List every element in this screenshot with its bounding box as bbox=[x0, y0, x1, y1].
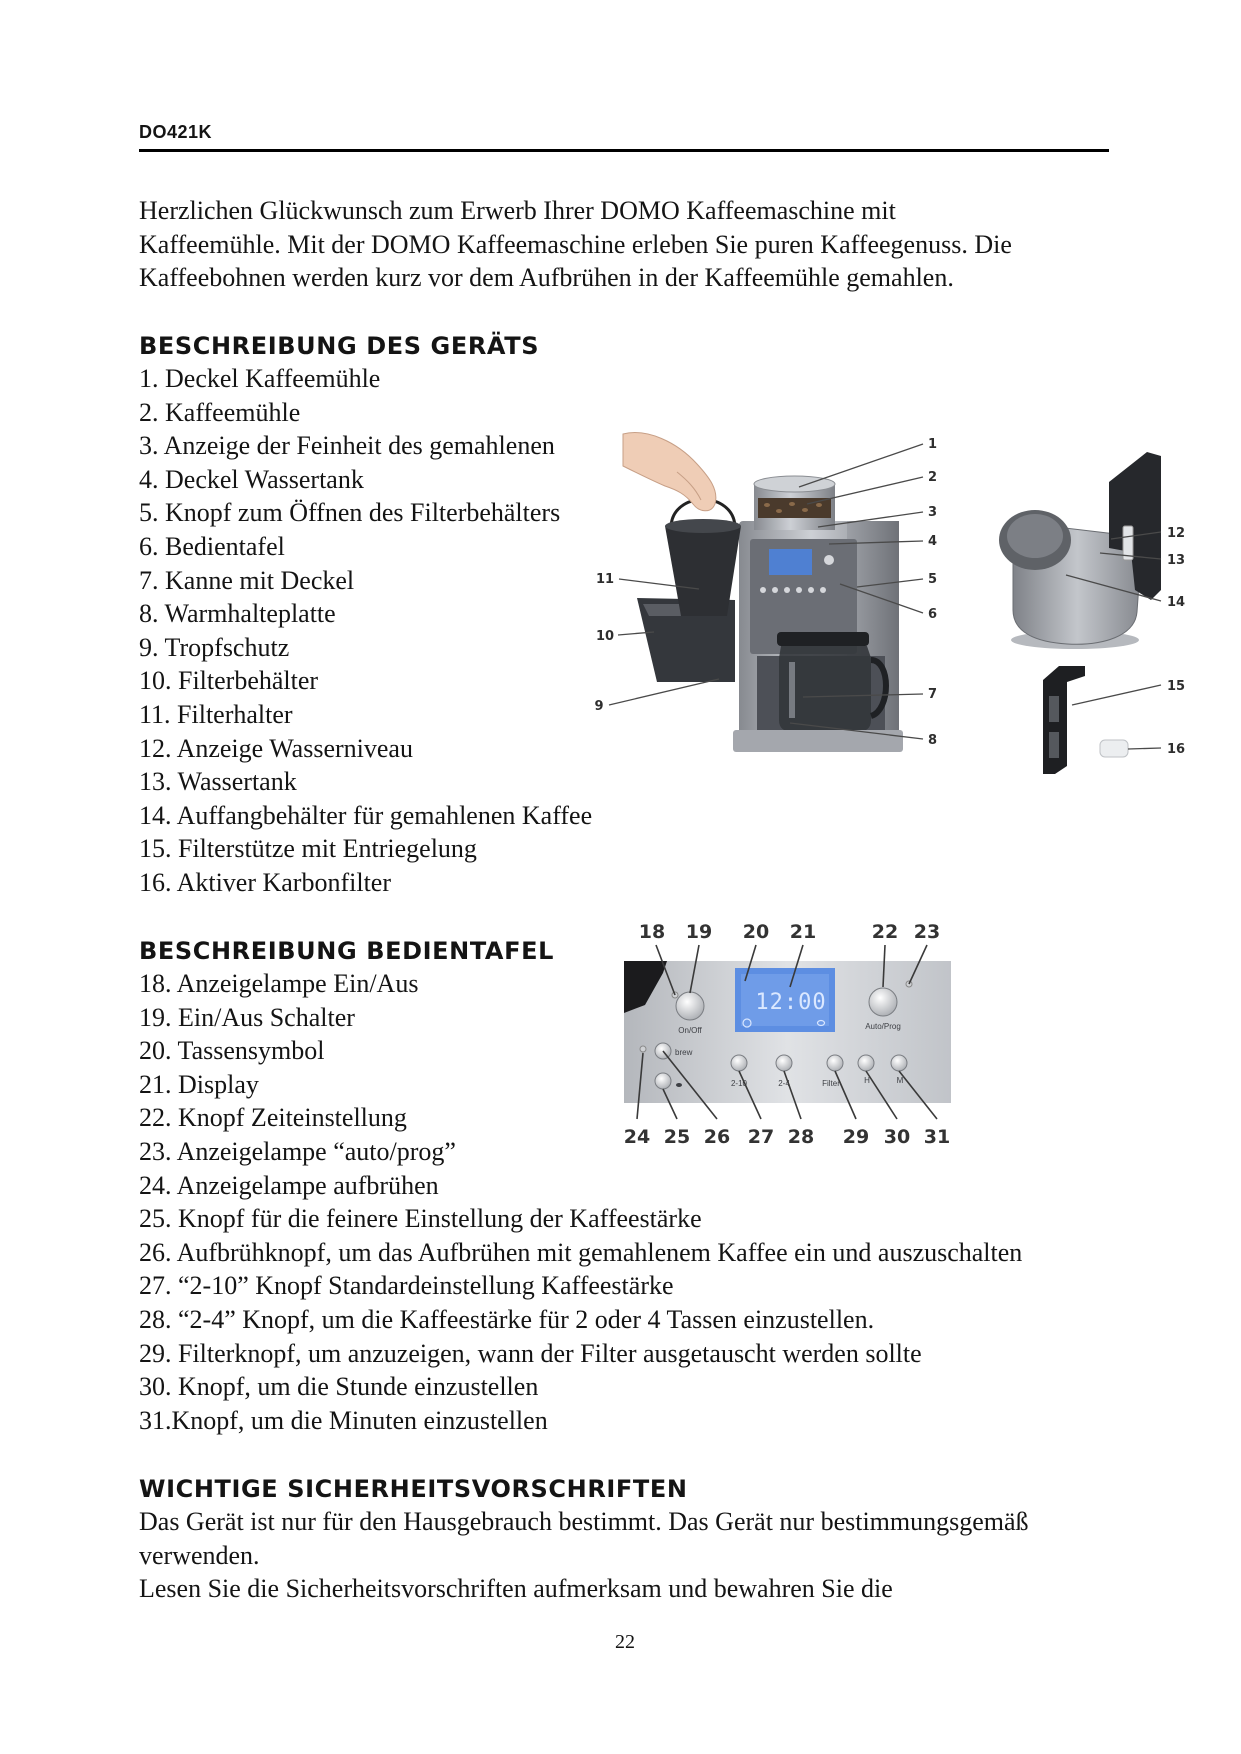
page-number: 22 bbox=[615, 1631, 635, 1653]
list-item: 3. Anzeige der Feinheit des gemahlenen bbox=[139, 431, 555, 461]
callout-label: 26 bbox=[703, 1126, 731, 1148]
intro-paragraph bbox=[139, 194, 1012, 295]
callout-label: 18 bbox=[638, 921, 666, 943]
list-item: 10. Filterbehälter bbox=[139, 666, 319, 696]
callout-line bbox=[1128, 748, 1161, 749]
hour-button bbox=[858, 1055, 874, 1071]
filter-button bbox=[827, 1055, 843, 1071]
coffee-bean-icon bbox=[816, 503, 822, 507]
callout-label: 31 bbox=[923, 1126, 951, 1148]
callout-label: 1 bbox=[928, 437, 938, 452]
list-item: 28. “2-4” Knopf, um die Kaffeestärke für 2 oder 4 Tassen einzustellen. bbox=[139, 1304, 875, 1334]
list-item: 29. Filterknopf, um anzuzeigen, wann der Filter ausgetauscht werden sollte bbox=[139, 1338, 922, 1368]
list-item: 16. Aktiver Karbonfilter bbox=[139, 867, 391, 897]
callout-label: 14 bbox=[1167, 595, 1186, 610]
brew-label: brew bbox=[675, 1048, 693, 1057]
callout-label: 25 bbox=[663, 1126, 691, 1148]
detail-figure bbox=[985, 440, 1200, 785]
coffee-bean-icon bbox=[789, 502, 795, 506]
callout-label: 2 bbox=[928, 470, 938, 485]
callout-label: 16 bbox=[1167, 742, 1186, 757]
list-item: 27. “2-10” Knopf Standardeinstellung Kaffeestärke bbox=[139, 1271, 674, 1301]
panel-button bbox=[808, 587, 814, 593]
section-heading-device: BESCHREIBUNG DES GERÄTS bbox=[139, 332, 540, 360]
callout-label: 28 bbox=[787, 1126, 815, 1148]
carafe-lid bbox=[777, 632, 869, 646]
callout-label: 30 bbox=[883, 1126, 911, 1148]
grinder-top-inner bbox=[1007, 514, 1063, 558]
panel-button bbox=[772, 587, 778, 593]
strength-2-10-button bbox=[731, 1055, 747, 1071]
list-item: 26. Aufbrühknopf, um das Aufbrühen mit gemahlenem Kaffee ein und auszuschalten bbox=[139, 1237, 1023, 1267]
list-item: 1. Deckel Kaffeemühle bbox=[139, 364, 381, 393]
callout-label: 21 bbox=[789, 921, 817, 943]
hour-label: H bbox=[864, 1076, 870, 1085]
filter-support-slot bbox=[1049, 732, 1059, 758]
intro-line: Herzlichen Glückwunsch zum Erwerb Ihrer DOMO Kaffeemaschine mit bbox=[139, 196, 896, 225]
list-item: 8. Warmhalteplatte bbox=[139, 599, 336, 629]
list-item: 4. Deckel Wassertank bbox=[139, 464, 364, 494]
filter-support-slot bbox=[1049, 696, 1059, 722]
panel-button bbox=[820, 587, 826, 593]
callout-label: 12 bbox=[1167, 526, 1186, 541]
list-item: 9. Tropfschutz bbox=[139, 632, 290, 662]
safety-line: Das Gerät ist nur für den Hausgebrauch bestimmt. Das Gerät nur bestimmungsgemäß bbox=[139, 1507, 1029, 1536]
coffee-bean-icon bbox=[764, 503, 770, 507]
list-item: 21. Display bbox=[139, 1069, 259, 1099]
list-item: 30. Knopf, um die Stunde einzustellen bbox=[139, 1372, 539, 1402]
callout-label: 19 bbox=[685, 921, 713, 943]
control-panel-figure bbox=[605, 905, 970, 1155]
on-off-label: On/Off bbox=[678, 1026, 702, 1035]
callout-label: 6 bbox=[928, 607, 938, 622]
list-item: 5. Knopf zum Öffnen des Filterbehälters bbox=[139, 498, 561, 528]
list-item: 15. Filterstütze mit Entriegelung bbox=[139, 834, 477, 864]
list-item: 12. Anzeige Wasserniveau bbox=[139, 733, 413, 763]
auto-prog-button bbox=[869, 988, 897, 1016]
appliance-figure bbox=[585, 420, 955, 765]
panel-button bbox=[824, 555, 834, 565]
intro-line: Kaffeebohnen werden kurz vor dem Aufbrühen in der Kaffeemühle gemahlen. bbox=[139, 263, 954, 293]
panel-button bbox=[784, 587, 790, 593]
list-item: 6. Bedientafel bbox=[139, 531, 285, 561]
callout-label: 24 bbox=[623, 1126, 651, 1148]
section-heading-control-panel: BESCHREIBUNG BEDIENTAFEL bbox=[139, 937, 554, 965]
callout-label: 8 bbox=[928, 733, 938, 748]
callout-label: 11 bbox=[595, 572, 615, 587]
on-off-button bbox=[676, 992, 704, 1020]
list-item: 31.Knopf, um die Minuten einzustellen bbox=[139, 1405, 548, 1435]
list-item: 24. Anzeigelampe aufbrühen bbox=[139, 1170, 439, 1200]
filter-label: Filter bbox=[822, 1079, 840, 1088]
list-item: 13. Wassertank bbox=[139, 767, 297, 797]
minute-button bbox=[891, 1055, 907, 1071]
model-number: DO421K bbox=[139, 122, 213, 142]
strength-2-10-label: 2-10 bbox=[730, 1079, 748, 1088]
panel-button bbox=[796, 587, 802, 593]
callout-label: 4 bbox=[928, 534, 938, 549]
brew-lamp bbox=[640, 1046, 646, 1052]
list-item: 11. Filterhalter bbox=[139, 699, 293, 729]
callout-line bbox=[609, 679, 719, 705]
list-item: 14. Auffangbehälter für gemahlenen Kaffee bbox=[139, 800, 593, 830]
callout-line bbox=[799, 444, 923, 487]
filter-basket-rim bbox=[665, 519, 741, 533]
list-item: 19. Ein/Aus Schalter bbox=[139, 1002, 355, 1032]
carafe-highlight bbox=[789, 662, 795, 718]
list-item: 23. Anzeigelampe “auto/prog” bbox=[139, 1136, 456, 1166]
callout-label: 27 bbox=[747, 1126, 775, 1148]
section-heading-safety: WICHTIGE SICHERHEITSVORSCHRIFTEN bbox=[139, 1475, 688, 1503]
coffee-bean-icon bbox=[802, 508, 808, 512]
list-item: 22. Knopf Zeiteinstellung bbox=[139, 1103, 407, 1133]
cups-2-4-button bbox=[776, 1055, 792, 1071]
hand bbox=[623, 433, 716, 511]
callout-label: 10 bbox=[595, 629, 615, 644]
panel-button bbox=[760, 587, 766, 593]
safety-line: Lesen Sie die Sicherheitsvorschriften aufmerksam und bewahren Sie die bbox=[139, 1574, 893, 1604]
callout-line bbox=[1072, 685, 1161, 705]
coffee-bean-icon bbox=[776, 509, 782, 513]
list-item: 2. Kaffeemühle bbox=[139, 397, 301, 427]
cups-2-4-label: 2-4 bbox=[778, 1079, 790, 1088]
callout-label: 29 bbox=[842, 1126, 870, 1148]
coffee-bean-icon bbox=[676, 1083, 682, 1087]
callout-label: 9 bbox=[594, 699, 604, 714]
carbon-filter bbox=[1100, 740, 1128, 757]
lcd-display bbox=[769, 549, 812, 575]
list-item: 18. Anzeigelampe Ein/Aus bbox=[139, 969, 419, 998]
header-rule bbox=[139, 149, 1109, 152]
callout-label: 5 bbox=[928, 572, 938, 587]
callout-label: 3 bbox=[928, 505, 938, 520]
list-item: 7. Kanne mit Deckel bbox=[139, 565, 355, 595]
callout-label: 20 bbox=[742, 921, 770, 943]
auto-prog-label: Auto/Prog bbox=[865, 1022, 901, 1031]
callout-label: 15 bbox=[1167, 679, 1186, 694]
lcd-time: 12:00 bbox=[755, 990, 827, 1015]
callout-label: 23 bbox=[913, 921, 941, 943]
list-item: 25. Knopf für die feinere Einstellung der Kaffeestärke bbox=[139, 1204, 702, 1234]
list-item: 20. Tassensymbol bbox=[139, 1036, 325, 1066]
callout-label: 13 bbox=[1167, 553, 1186, 568]
callout-label: 22 bbox=[871, 921, 899, 943]
intro-line: Kaffeemühle. Mit der DOMO Kaffeemaschine erleben Sie puren Kaffeegenuss. Die bbox=[139, 229, 1012, 259]
safety-line: verwenden. bbox=[139, 1540, 260, 1570]
callout-label: 7 bbox=[928, 687, 938, 702]
safety-paragraph bbox=[139, 1505, 1029, 1606]
minute-label: M bbox=[896, 1076, 904, 1085]
device-parts-list bbox=[139, 362, 592, 900]
strength-fine-button bbox=[655, 1073, 671, 1089]
